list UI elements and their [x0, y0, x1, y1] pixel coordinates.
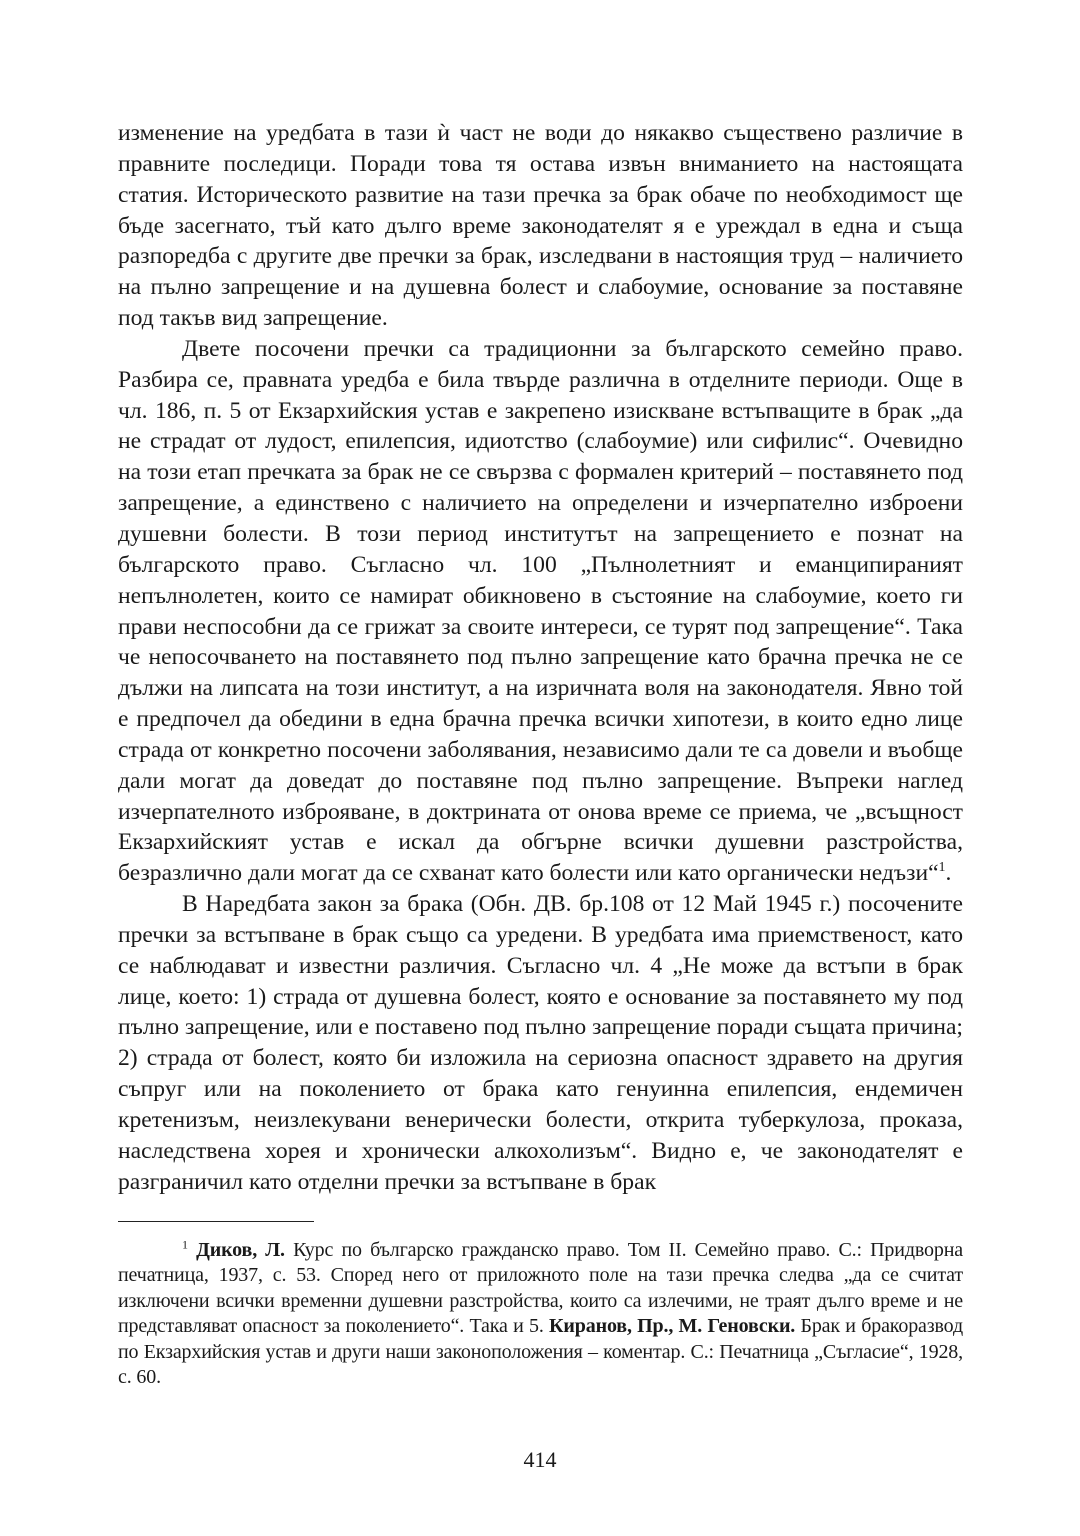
paragraph-1: изменение на уредбата в тази ѝ част не води до някакво съществено различие в правните последици. Поради това тя остава извън вниманието на настоящата статия. Историческото развитие на тази пречка за брак обаче по необходимост ще бъде засегнато, тъй като дълго време законодателят я е уреждал в една и съща разпоредба с другите две пречки за брак, изследвани в настоящия труд – наличието на пълно запрещение и на душевна болест и слабоумие, основание за поставяне под такъв вид запрещение.	[118, 120, 963, 332]
footnote-author-2: Киранов, Пр., М. Геновски.	[549, 1315, 796, 1338]
page-number: 414	[523, 1447, 557, 1472]
paragraph-3: В Наредбата закон за брака (Обн. ДВ. бр.108 от 12 Май 1945 г.) посочените пречки за встъпване в брак също са уредени. В уредбата има приемственост, като се наблюдават и известни различия. Съгласно чл. 4 „Не може да встъпи в брак лице, което: 1) страда от душевна болест, която е основание за поставянето му под пълно запрещение, или е поставено под пълно запрещение поради същата причина; 2) страда от болест, която би изложила на сериозна опасност здравето на другия съпруг или на поколението от брака като генуинна епилепсия, ендемичен кретенизъм, неизлекувани венерически болести, открита туберкулоза, проказа, наследствена хорея и хронически алкохолизъм“. Видно е, че законодателят е разграничил като отделни пречки за встъпване в брак	[118, 891, 963, 1195]
footnote-text-1: Курс по българско гражданско право. Том II. Семейно право. С.: Придворна печатница, 1937, с. 53. Според него от приложното поле на тази пречка следва „да се считат изключени всички временни душевни разстройства, които са излечими, не траят дълго време и не представляват опасност за поколението“. Така и 5.	[118, 1239, 963, 1338]
footnote-text-2: Брак и бракоразвод по Екзархийския устав и други наши законоположения – коментар. С.: Печатница „Съгласие“, 1928, с. 60.	[118, 1315, 963, 1389]
footnote-paragraph	[118, 1238, 963, 1390]
paragraph-2-end: .	[945, 860, 952, 887]
footnote-reference[interactable]: 1	[938, 860, 946, 876]
main-text	[118, 118, 963, 1198]
paragraph-2	[118, 334, 963, 889]
footnote	[118, 1238, 963, 1390]
footnote-author-1: Диков, Л.	[196, 1239, 285, 1261]
footnote-divider	[118, 1221, 314, 1222]
footnote-number: 1	[182, 1237, 188, 1252]
paragraph-2-text: Двете посочени пречки са традиционни за българското семейно право. Разбира се, правната уредба е била твърде различна в отделните периоди. Още в чл. 186, п. 5 от Екзархийския устав е закрепено изискване встъпващите в брак „да не страдат от лудост, епилепсия, идиотство (слабоумие) или сифилис“. Очевидно на този етап пречката за брак не се свързва с формален критерий – поставянето под запрещение, а единствено с наличието на определени и изчерпателно изброени душевни болести. В този период институтът на запрещението е познат на българското право. Съгласно чл. 100 „Пълнолетният и еманципираният непълнолетен, които се намират обикновено в състояние на слабоумие, което ги прави неспособни да се грижат за своите интереси, се турят под запрещение“. Така че непосочването на поставянето под пълно запрещение като брачна пречка не се дължи на липсата на този институт, а на изричната воля на законодателя. Явно той е предпочел да обедини в една брачна пречка всички хипотези, в които едно лице страда от конкретно посочени заболявания, независимо дали те са довели и въобще дали могат да доведат до поставяне под пълно запрещение. Въпреки наглед изчерпателното изброяване, в доктрината от онова време се приема, че „всъщност Екзархийският устав е искал да обгърне всички душевни разстройства, безразлично дали могат да се схванат като болести или като органически недъзи“	[118, 335, 963, 887]
